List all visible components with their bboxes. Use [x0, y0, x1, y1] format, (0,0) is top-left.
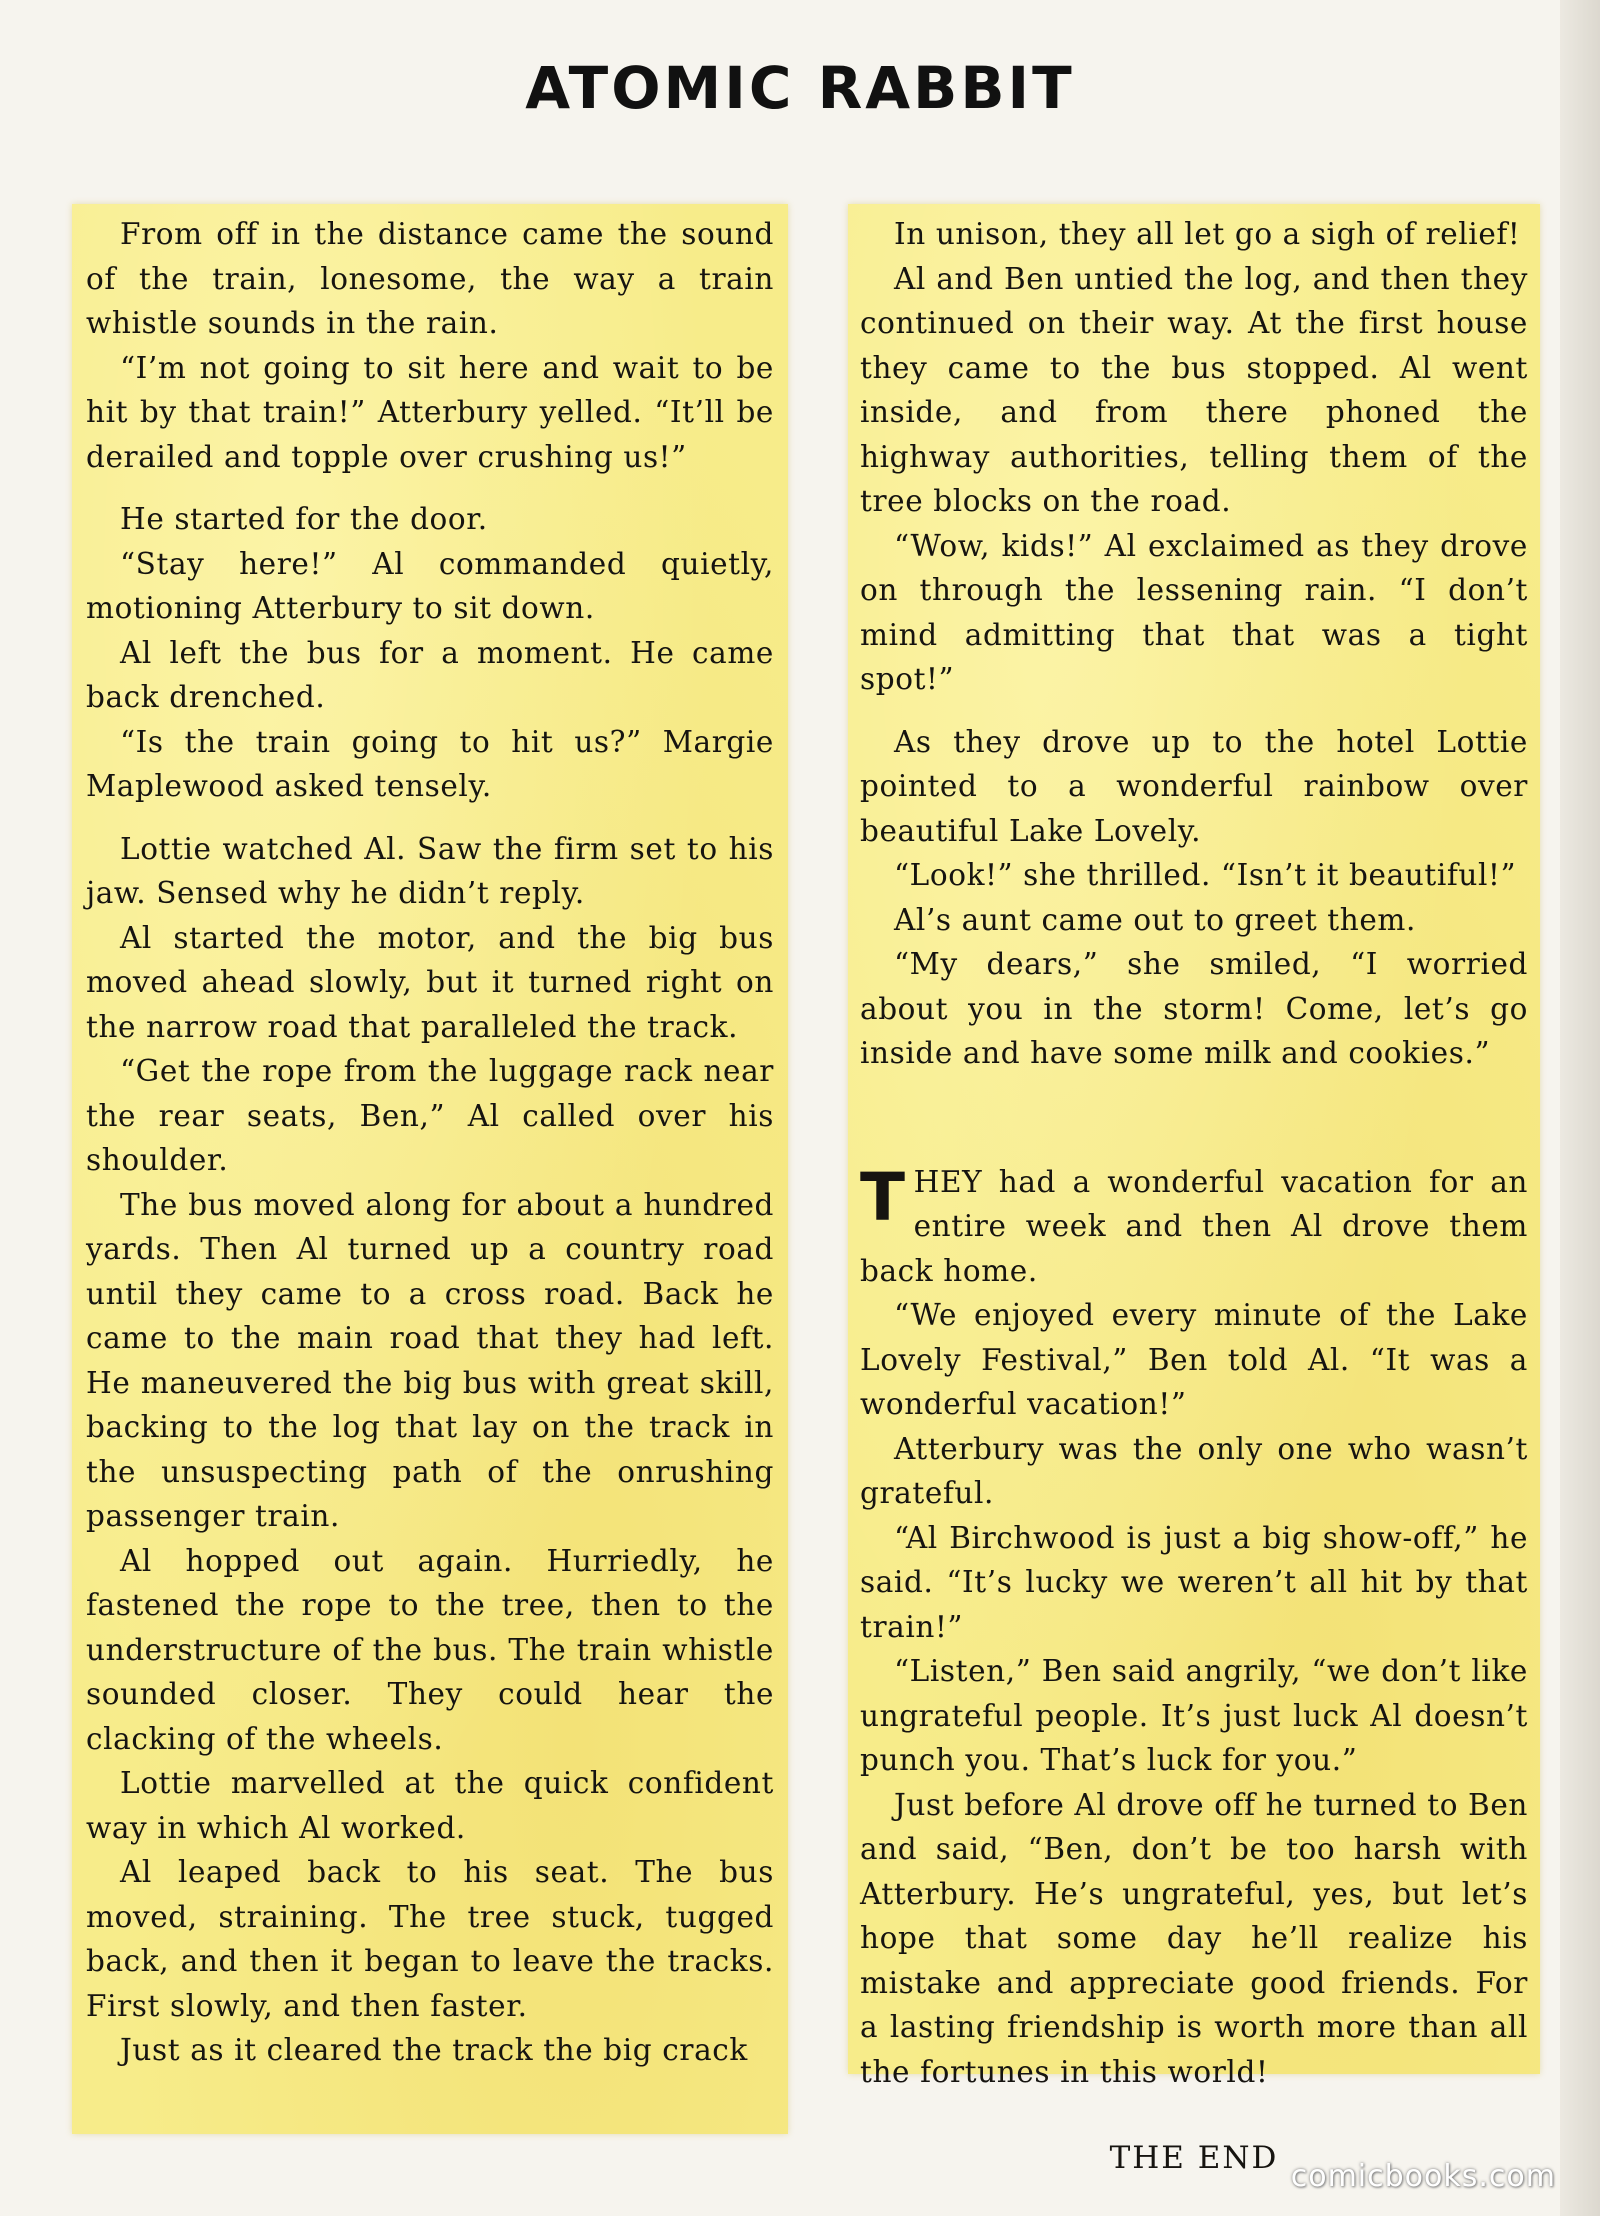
paragraph: Al and Ben untied the log, and then they continued on their way. At the first house they came to the bus stopped. Al went inside, and from there phoned the highway authorities, telling them of the tree blocks on the road.	[860, 261, 1528, 518]
page-title: ATOMIC RABBIT	[525, 54, 1075, 122]
paragraph: “Al Birchwood is just a big show-off,” he said. “It’s lucky we weren’t all hit by that train!”	[860, 1520, 1528, 1644]
paragraph: From off in the distance came the sound of the train, lonesome, the way a train whistle sounds in the rain.	[86, 217, 774, 340]
paragraph: “My dears,” she smiled, “I worried about you in the storm! Come, let’s go inside and have some milk and cookies.”	[860, 947, 1528, 1070]
page-edge	[1560, 0, 1600, 2216]
right-column	[848, 204, 1540, 2176]
paragraph: “Listen,” Ben said angrily, “we don’t like ungrateful people. It’s just luck Al doesn’t punch you. That’s luck for you.”	[860, 1654, 1528, 1777]
paragraph: The bus moved along for about a hundred yards. Then Al turned up a country road until they came to a cross road. Back he came to the main road that they had left. He maneuvered the big bus with great skill, backing to the log that lay on the track in the unsuspecting path of the onrushing passenger train.	[86, 1187, 774, 1533]
paragraph: “Is the train going to hit us?” Margie Maplewood asked tensely.	[86, 724, 774, 803]
paragraph: Atterbury was the only one who wasn’t grateful.	[860, 1431, 1528, 1510]
paragraph: In unison, they all let go a sigh of relief!	[894, 217, 1521, 251]
paragraph: “Stay here!” Al commanded quietly, motioning Atterbury to sit down.	[86, 546, 774, 625]
paragraph: Just before Al drove off he turned to Ben and said, “Ben, don’t be too harsh with Atterbury. He’s ungrateful, yes, but let’s hope that some day he’ll realize his mistake and appreciate good friends. For a lasting friendship is worth more than all the fortunes in this world!	[860, 1787, 1528, 2089]
paragraph: As they drove up to the hotel Lottie pointed to a wonderful rainbow over beautiful Lake Lovely.	[860, 724, 1528, 848]
paragraph: Al hopped out again. Hurriedly, he fastened the rope to the tree, then to the understructure of the bus. The train whistle sounded closer. They could hear the clacking of the wheels.	[86, 1543, 774, 1756]
paragraph: He started for the door.	[120, 502, 488, 536]
watermark: comicbooks.com	[1290, 2159, 1556, 2194]
section-opening-paragraph	[860, 1160, 1528, 1294]
paragraph: “Look!” she thrilled. “Isn’t it beautiful!”	[894, 858, 1517, 892]
paragraph: Al leaped back to his seat. The bus moved, straining. The tree stuck, tugged back, and then it began to leave the tracks. First slowly, and then faster.	[86, 1855, 774, 2023]
paragraph: “Wow, kids!” Al exclaimed as they drove on through the lessening rain. “I don’t mind admitting that that was a tight spot!”	[860, 528, 1528, 696]
paragraph: Al started the motor, and the big bus moved ahead slowly, but it turned right on the narrow road that paralleled the track.	[86, 920, 774, 1044]
paragraph: Al’s aunt came out to greet them.	[894, 902, 1416, 937]
paragraph: “We enjoyed every minute of the Lake Lovely Festival,” Ben told Al. “It was a wonderful vacation!”	[860, 1298, 1528, 1421]
paragraph: “Get the rope from the luggage rack near the rear seats, Ben,” Al called over his shoulder.	[86, 1054, 774, 1177]
drop-cap: T	[860, 1158, 906, 1236]
paragraph: Just as it cleared the track the big crack	[120, 2033, 748, 2067]
paragraph: Lottie marvelled at the quick confident way in which Al worked.	[86, 1766, 774, 1845]
paragraph: Lottie watched Al. Saw the firm set to his jaw. Sensed why he didn’t reply.	[86, 831, 774, 910]
the-end-label: THE END	[1109, 2140, 1279, 2176]
left-column	[72, 204, 788, 2134]
section-opening-text: HEY had a wonderful vacation for an entire week and then Al drove them back home.	[860, 1164, 1528, 1288]
paragraph: “I’m not going to sit here and wait to be hit by that train!” Atterbury yelled. “It’ll be derailed and topple over crushing us!”	[86, 350, 774, 474]
paragraph: Al left the bus for a moment. He came back drenched.	[86, 635, 774, 714]
